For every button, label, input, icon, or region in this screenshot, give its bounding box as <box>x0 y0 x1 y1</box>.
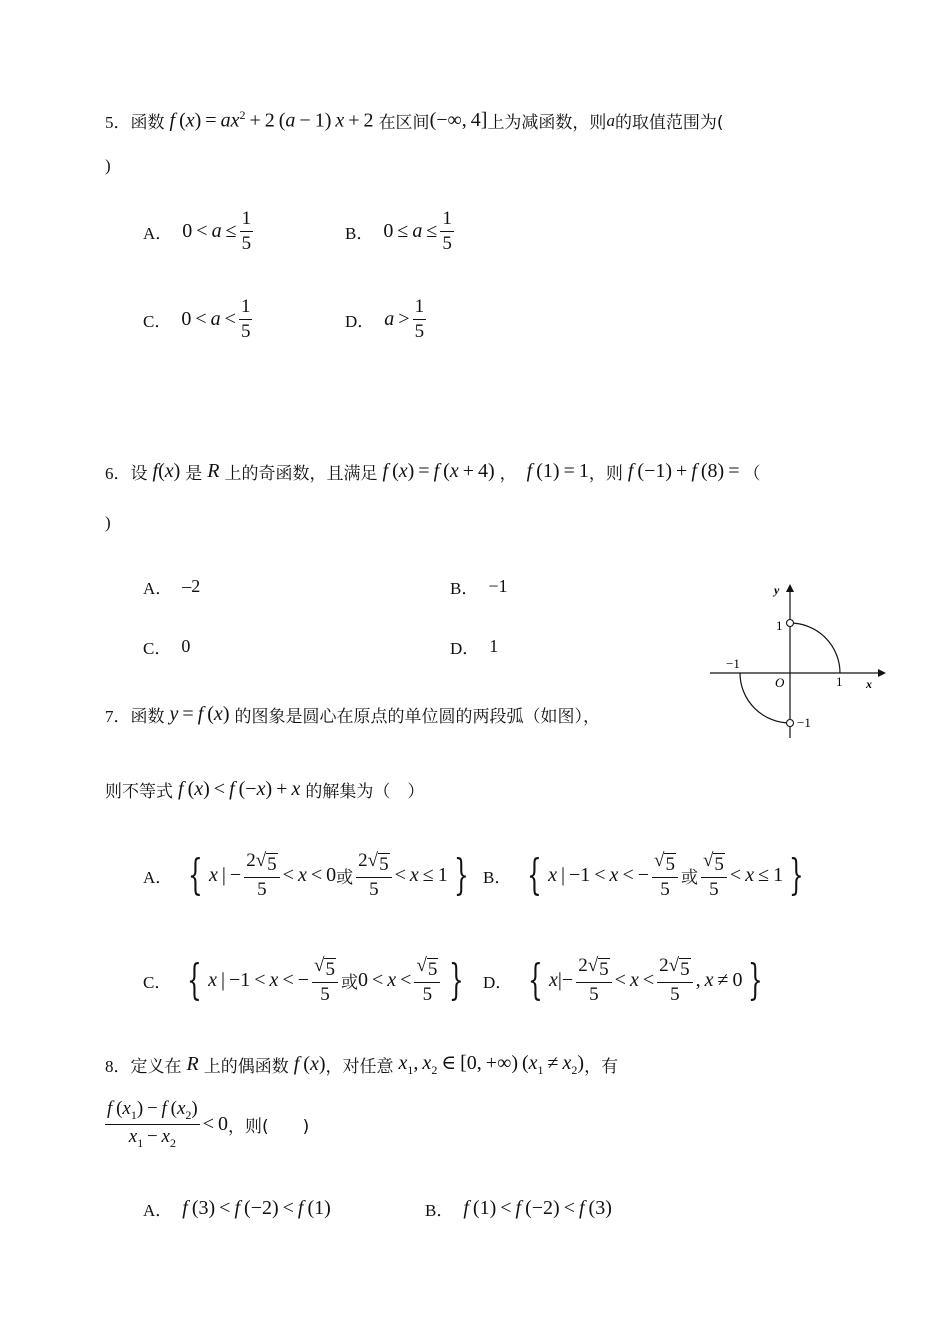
q6-option-b <box>450 574 508 599</box>
q6-option-c-value: 0 <box>181 636 191 656</box>
q6-option-c <box>143 634 190 659</box>
q7-stem-1: 7． 函数 y = f (x) 的图象是圆心在原点的单位圆的两段弧（如图）， <box>105 703 600 727</box>
q6-number: 6． <box>105 464 131 483</box>
q6-text-2: 是 <box>185 464 203 484</box>
q5-close: ) <box>105 156 111 175</box>
q6-text-3: 上的奇函数，且满足 <box>224 464 378 484</box>
q7-option-b: B． { x | −1 < x < − √ 5 5 或 √ 5 5 < x ≤ 1 } <box>483 850 804 900</box>
q6-close: ) <box>105 513 111 532</box>
tick-y-bottom: −1 <box>797 715 811 730</box>
q5-stem <box>105 108 724 133</box>
tick-x-right: 1 <box>836 674 843 689</box>
tick-x-left: −1 <box>726 656 740 671</box>
q7-stem-2: 则不等式 f (x) < f (−x) + x 的解集为（ ） <box>105 778 425 802</box>
q5-text-1: 函数 <box>130 113 165 133</box>
q5-text-4: 的取值范围为( <box>614 113 724 133</box>
q5-option-b: B． 0 ≤ a ≤ $\frac{1}{5}$ <box>345 208 452 254</box>
q8-stem-1: 8． 定义在 R 上的偶函数 f (x) ，对任意 $x_1$, $x_2$ ∈ [0, +∞) $(x_1 \ne x_2)$ ，有 <box>105 1052 619 1077</box>
q6-option-a-value: –2 <box>182 576 201 596</box>
q8-option-a: A． f (3) < f (−2) < f (1) <box>143 1197 331 1220</box>
q6-option-a-label: A． <box>143 579 173 598</box>
q5-c-fraction: $\frac{1}{5}$ <box>240 296 251 342</box>
q5-option-b-label: B． <box>345 223 374 243</box>
q7-option-d-label: D． <box>483 972 513 992</box>
q8-option-b: B． f (1) < f (−2) < f (3) <box>425 1197 612 1220</box>
q8-option-b-label: B． <box>425 1201 454 1220</box>
x-axis-label: x <box>866 677 872 691</box>
y-axis-arrow <box>786 584 794 592</box>
q5-text-3: 上为减函数，则 <box>487 113 607 133</box>
q5-interval: (−∞, 4] <box>429 109 488 131</box>
q6-text-6: （ <box>743 464 761 484</box>
q6-option-b-value: −1 <box>488 576 508 596</box>
q6-option-b-label: B． <box>450 579 479 598</box>
q7-option-a-label: A． <box>143 867 173 887</box>
q7-option-a: A． { x | − 2 √ 5 5 < x < 0 或 2 √ 5 5 < x ≤ 1 } <box>143 850 469 900</box>
q5-number: 5． <box>105 113 131 132</box>
q7-a-or: 或 <box>336 867 354 888</box>
q7-option-b-label: B． <box>483 867 512 887</box>
q7-b-or: 或 <box>680 867 698 888</box>
q6-text-4: ， <box>499 464 517 484</box>
q6-text-1: 设 <box>130 464 148 484</box>
q5-close-paren <box>105 156 111 176</box>
q7-option-c: C． { x | −1 < x < − √ 5 5 或 0 < x < √ 5 5 } <box>143 955 465 1005</box>
x-axis-arrow <box>878 669 886 677</box>
q6-option-d <box>450 634 498 659</box>
y-axis-label: y <box>774 583 780 597</box>
q7-text-4: 的解集为（ ） <box>305 782 425 802</box>
q7-option-c-label: C． <box>143 972 172 992</box>
q5-d-fraction: $\frac{1}{5}$ <box>414 296 425 342</box>
q7-c-or: 或 <box>340 972 358 993</box>
q5-option-c-label: C． <box>143 311 172 331</box>
tick-y-top: 1 <box>776 618 783 633</box>
q5-option-c: C． 0 < a < $\frac{1}{5}$ <box>143 296 251 342</box>
q5-a-fraction: $\frac{1}{5}$ <box>241 208 252 254</box>
q6-stem: 6． 设 f(x) 是 R 上的奇函数，且满足 f (x) = f (x + 4) ， f (1) = 1 ，则 f (−1) + f (8) = （ <box>105 460 761 484</box>
q8-text-1: 定义在 <box>130 1056 182 1077</box>
q5-option-a: A． 0 < a ≤ $\frac{1}{5}$ <box>143 208 252 254</box>
open-point-bottom <box>787 720 794 727</box>
q7-text-1: 函数 <box>130 707 165 727</box>
q8-stem-2: $\frac{f (x_1) - f (x_2)}{x_1 - x_2}$ < 0 ，则( ) <box>107 1098 310 1150</box>
q7-text-2: 的图象是圆心在原点的单位圆的两段弧（如图）， <box>234 707 600 727</box>
q6-option-a <box>143 574 200 599</box>
q7-option-d: D． { x|− 2 √ 5 5 < x < 2 √ 5 5 , x ≠ 0 } <box>483 955 764 1005</box>
unit-circle-arcs-graph <box>708 578 888 743</box>
q8-text-5: ，则( ) <box>228 1116 310 1137</box>
q5-option-a-label: A． <box>143 223 173 243</box>
q7-number: 7． <box>105 707 131 726</box>
open-point-top <box>787 620 794 627</box>
q8-difference-quotient: $\frac{f (x_1) - f (x_2)}{x_1 - x_2}$ <box>107 1098 198 1150</box>
q6-option-d-value: 1 <box>489 636 499 656</box>
origin-label: O <box>775 675 785 690</box>
q6-close-paren <box>105 513 111 533</box>
arc-first-quadrant <box>790 623 840 673</box>
q5-text-2: 在区间 <box>378 113 430 133</box>
q6-text-5: ，则 <box>588 464 623 484</box>
q6-option-d-label: D． <box>450 639 480 658</box>
q8-text-2: 上的偶函数 <box>203 1056 289 1077</box>
q6-option-c-label: C． <box>143 639 172 658</box>
q5-option-d-label: D． <box>345 311 375 331</box>
q8-text-3: ，对任意 <box>325 1056 394 1077</box>
q8-number: 8． <box>105 1056 131 1076</box>
q8-text-4: ，有 <box>584 1056 619 1077</box>
q5-option-d: D． a > $\frac{1}{5}$ <box>345 296 425 342</box>
q5-var-a: a <box>606 110 615 130</box>
q7-text-3: 则不等式 <box>105 782 173 802</box>
q5-function-expr: f $(x) = ax^2 + 2$ (a − 1) x + 2 <box>169 108 379 132</box>
q8-option-a-label: A． <box>143 1201 173 1220</box>
q5-b-fraction: $\frac{1}{5}$ <box>442 208 452 254</box>
